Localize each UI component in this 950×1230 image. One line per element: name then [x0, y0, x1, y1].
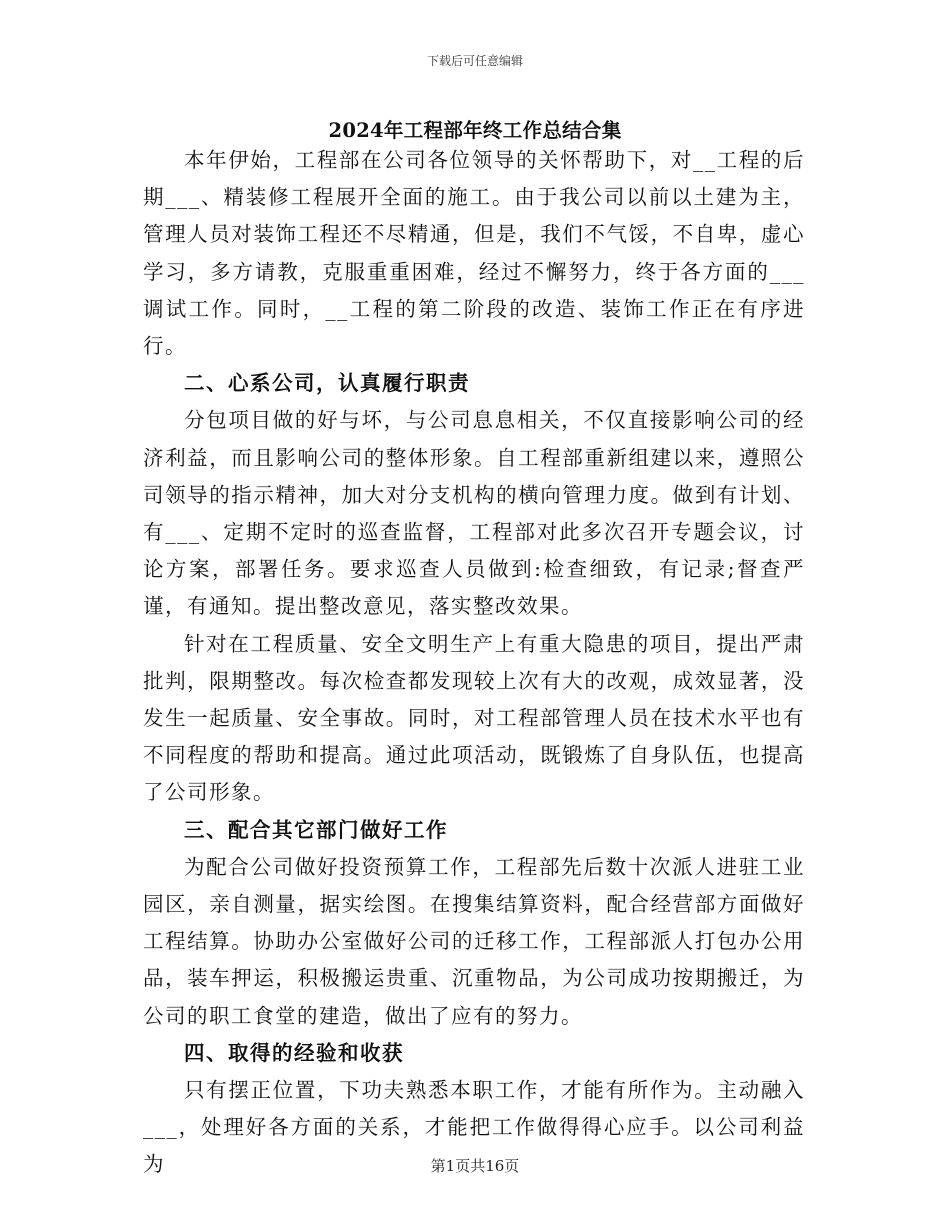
document-body: [143, 142, 805, 1184]
paragraph: 只有摆正位置，下功夫熟悉本职工作，才能有所作为。主动融入___，处理好各方面的关系，才能把工作做得得心应手。以公司利益为: [143, 1078, 805, 1177]
section-heading: 四、取得的经验和收获: [184, 1040, 404, 1065]
paragraph: 针对在工程质量、安全文明生产上有重大隐患的项目，提出严肃批判，限期整改。每次检查都发现较上次有大的改观，成效显著，没发生一起质量、安全事故。同时，对工程部管理人员在技术水平也有不同程度的帮助和提高。通过此项活动，既锻炼了自身队伍，也提高了公司形象。: [143, 631, 805, 805]
document-title: 2024年工程部年终工作总结合集: [328, 119, 622, 142]
page-header: 下载后可任意编辑: [426, 54, 523, 68]
section-heading: 三、配合其它部门做好工作: [184, 817, 448, 842]
paragraph: 为配合公司做好投资预算工作，工程部先后数十次派人进驻工业园区，亲自测量，据实绘图。在搜集结算资料，配合经营部方面做好工程结算。协助办公室做好公司的迁移工作，工程部派人打包办公用品，装车押运，积极搬运贵重、沉重物品，为公司成功按期搬迁，为公司的职工食堂的建造，做出了应有的努力。: [143, 854, 805, 1028]
paragraph: 本年伊始，工程部在公司各位领导的关怀帮助下，对__工程的后期___、精装修工程展开全面的施工。由于我公司以前以土建为主，管理人员对装饰工程还不尽精通，但是，我们不气馁，不自卑，虚心学习，多方请教，克服重重困难，经过不懈努力，终于各方面的___调试工作。同时，__工程的第二阶段的改造、装饰工作正在有序进行。: [143, 148, 805, 359]
page-footer: 第1页共16页: [430, 1157, 520, 1175]
paragraph: 分包项目做的好与坏，与公司息息相关，不仅直接影响公司的经济利益，而且影响公司的整体形象。自工程部重新组建以来，遵照公司领导的指示精神，加大对分支机构的横向管理力度。做到有计划、有___、定期不定时的巡查监督，工程部对此多次召开专题会议，讨论方案，部署任务。要求巡查人员做到:检查细致，有记录;督查严谨，有通知。提出整改意见，落实整改效果。: [143, 408, 805, 619]
section-heading: 二、心系公司，认真履行职责: [184, 371, 470, 396]
